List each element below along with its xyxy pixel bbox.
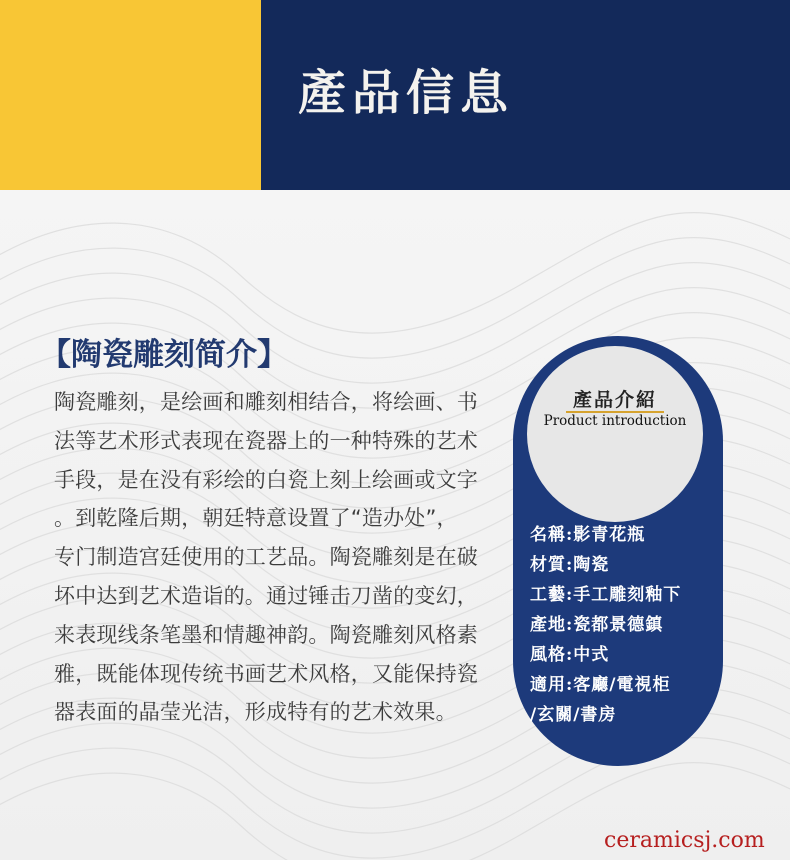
header-yellow-block [0,0,261,190]
body-line: 。到乾隆后期，朝廷特意设置了“造办处”， [54,506,458,531]
body-line: 陶瓷雕刻，是绘画和雕刻相结合，将绘画、书 [54,390,478,414]
header-banner [0,0,790,190]
section-body [54,383,502,732]
product-intro-title: 產品介紹 [572,389,657,411]
body-line: 坏中达到艺术造诣的。通过锤击刀凿的变幻， [54,583,478,608]
body-line: 雅，既能体现传统书画艺术风格，又能保持瓷 [54,661,478,686]
body-line: 专门制造宫廷使用的工艺品。陶瓷雕刻是在破 [54,545,478,570]
body-line: 来表现线条笔墨和情趣神韵。陶瓷雕刻风格素 [54,622,478,647]
spec-item: 材質:陶瓷 [530,555,610,575]
product-intro-circle [527,346,703,522]
spec-item: 產地:瓷都景德鎮 [530,615,664,635]
spec-item: 工藝:手工雕刻釉下 [530,585,682,605]
body-line: 法等艺术形式表现在瓷器上的一种特殊的艺术 [54,428,478,453]
watermark-text: ceramicsj.com [604,828,765,853]
body-line: 器表面的晶莹光洁，形成特有的艺术效果。 [54,700,457,725]
spec-item: 名稱:影青花瓶 [530,525,646,545]
spec-item: 適用:客廳/電視柜 [530,675,671,695]
spec-item: /玄關/書房 [530,705,617,725]
product-intro-subtitle: Product introduction [543,413,687,429]
section-title: 【陶瓷雕刻简介】 [40,337,288,373]
spec-item: 風格:中式 [530,645,610,665]
body-line: 手段，是在没有彩绘的白瓷上刻上绘画或文字 [54,467,478,492]
page-title: 產品信息 [298,65,515,121]
product-spec-list [530,520,720,730]
